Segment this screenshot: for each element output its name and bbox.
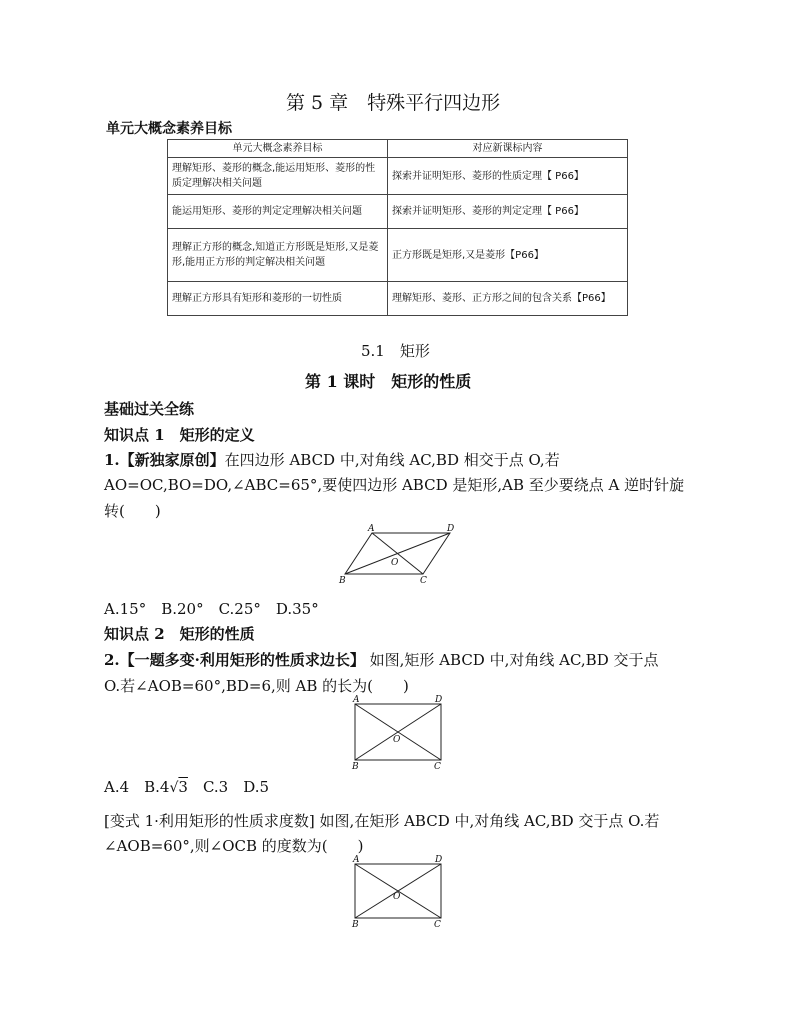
label-a: A <box>368 524 375 534</box>
variant-1-line1: [变式 1·利用矩形的性质求度数] 如图,在矩形 ABCD 中,对角线 AC,BD 交于点 O.若 <box>104 812 660 830</box>
sqrt-radicand: 3 <box>178 778 188 796</box>
question-1-line2: AO=OC,BO=DO,∠ABC=65°,要使四边形 ABCD 是矩形,AB 至少要绕点 A 逆时针旋 <box>104 476 685 494</box>
question-2-options-c-d: C.3 D.5 <box>187 778 270 796</box>
label-a: A <box>353 695 360 705</box>
label-c: C <box>434 920 441 929</box>
question-1-text: 在四边形 ABCD 中,对角线 AC,BD 相交于点 O,若 <box>224 451 560 469</box>
question-2-line2: O.若∠AOB=60°,BD=6,则 AB 的长为( ) <box>104 677 409 695</box>
question-1-tag: 1.【新独家原创】 <box>104 451 225 469</box>
section-title: 5.1 矩形 <box>361 342 430 360</box>
table-header-goal: 单元大概念素养目标 <box>168 140 388 158</box>
table-row <box>168 158 628 195</box>
practice-heading: 基础过关全练 <box>104 400 195 418</box>
knowledge-point-1: 知识点 1 矩形的定义 <box>104 426 255 444</box>
question-2-line1 <box>104 649 659 670</box>
label-c: C <box>434 762 441 770</box>
unit-heading: 单元大概念素养目标 <box>106 121 232 137</box>
question-2-options-a-b: A.4 B.4 <box>104 778 170 796</box>
question-2-options: A.4 B.4√3 C.3 D.5 <box>104 778 270 796</box>
question-1-line3: 转( ) <box>104 502 161 520</box>
label-o: O <box>393 892 401 902</box>
question-1-options: A.15° B.20° C.25° D.35° <box>104 600 319 618</box>
knowledge-point-2: 知识点 2 矩形的性质 <box>104 625 255 643</box>
parallelogram-figure <box>336 522 460 588</box>
label-o: O <box>391 558 399 568</box>
lesson-title: 第 1 课时 矩形的性质 <box>305 372 472 391</box>
table-cell-standard: 理解矩形、菱形、正方形之间的包含关系【P66】 <box>388 282 628 316</box>
table-header-standard: 对应新课标内容 <box>388 140 628 158</box>
table-cell-standard: 探索并证明矩形、菱形的性质定理【 P66】 <box>388 158 628 195</box>
chapter-title: 第 5 章 特殊平行四边形 <box>286 92 501 114</box>
table-cell-standard: 正方形既是矩形,又是菱形【P66】 <box>388 229 628 282</box>
label-d: D <box>435 695 443 705</box>
table-cell-standard: 探索并证明矩形、菱形的判定定理【 P66】 <box>388 195 628 229</box>
table-row <box>168 282 628 316</box>
table-cell-goal: 理解矩形、菱形的概念,能运用矩形、菱形的性质定理解决相关问题 <box>168 158 388 195</box>
question-2-tag: 2.【一题多变·利用矩形的性质求边长】 <box>104 651 365 669</box>
table-cell-goal: 理解正方形具有矩形和菱形的一切性质 <box>168 282 388 316</box>
question-2-text: 如图,矩形 ABCD 中,对角线 AC,BD 交于点 <box>364 651 659 669</box>
table-cell-goal: 能运用矩形、菱形的判定定理解决相关问题 <box>168 195 388 229</box>
label-b: B <box>352 762 359 770</box>
label-a: A <box>353 855 360 865</box>
question-1-line1 <box>104 449 560 470</box>
label-b: B <box>339 576 346 586</box>
label-c: C <box>420 576 427 586</box>
rectangle-figure-1 <box>348 694 448 770</box>
rectangle-figure-2 <box>348 853 448 929</box>
variant-1-line2: ∠AOB=60°,则∠OCB 的度数为( ) <box>104 837 364 855</box>
table-header-row <box>168 140 628 158</box>
table-row <box>168 195 628 229</box>
label-d: D <box>447 524 455 534</box>
table-row <box>168 229 628 282</box>
label-o: O <box>393 735 401 745</box>
table-cell-goal: 理解正方形的概念,知道正方形既是矩形,又是菱形,能用正方形的判定解决相关问题 <box>168 229 388 282</box>
label-d: D <box>435 855 443 865</box>
goals-table <box>167 139 628 316</box>
label-b: B <box>352 920 359 929</box>
